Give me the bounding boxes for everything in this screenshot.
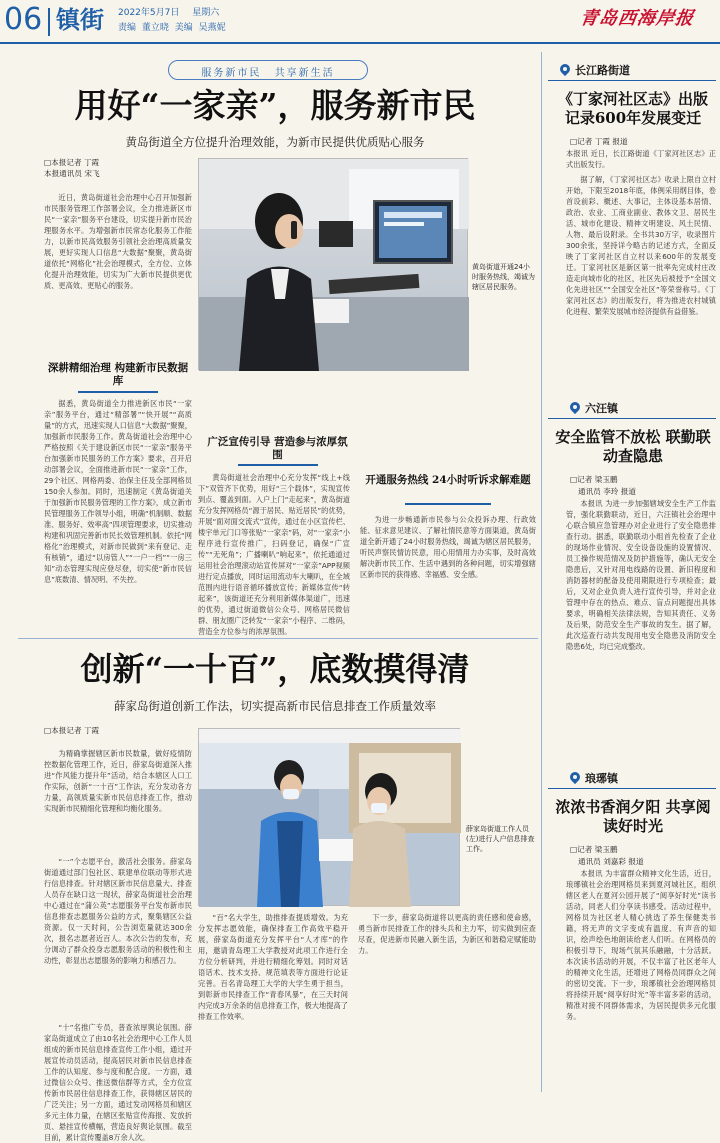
sidebar-3-byline-2: 通讯员 刘嘉彩 报道 xyxy=(578,857,644,866)
page-header xyxy=(0,0,720,44)
second-paragraph-4: “百”名大学生，助推排查提质增效。为充分发挥志愿效能，确保排查工作高效平稳开展，薛家岛街道充分发挥平台“人才库”的作用，邀请青岛理工大学教授对此项工作进行全方位分析研判，并进行精细化筹划。同时对话语话术、技术支持、规范填表等方面进行论证完善。百名青岛理工大学的大学生勇于担当，到彰新市民排查工作“青春风暴”，在三天时间内完成3万余条的信息排查工作，极大地提高了排查工作效率。 xyxy=(198,913,348,1021)
sidebar-1-byline-1: □记者 丁霞 报道 xyxy=(570,137,628,146)
sidebar-1-head-text: 长江路街道 xyxy=(575,64,630,77)
lead-byline-1: □本报记者 丁霞 xyxy=(44,158,100,167)
second-caption-text: 薛家岛街道工作人员(左)进行人户信息排查工作。 xyxy=(466,825,535,853)
lead-heading-2 xyxy=(205,436,350,462)
sidebar-1-body: 据了解，《丁家河社区志》收录上限自立村开始，下限至2018年底，体例采用纲目体，卷首设前彩、概述、大事记，主体设基本居情、政治、农业、工商业副业、教体文卫、居民生活、城市化建设、精神文明建设、风土民情、人物、最后设附录。全书共30万字，收录图片300余张，坚持详今略古的记述方式，全面反映了丁家河社区自立村以来600年的发展变迁。丁家河社区是新区第一批率先完成村庄改造走向城市化的社区，社区先后被授予“全国文化先进社区”“全国安全社区”等荣誉称号。《丁家河社区志》的出版发行，将为推进农村城镇化进程、繁荣发展城市经济提供有益借鉴。 xyxy=(566,175,716,316)
story-separator xyxy=(18,638,538,639)
lead-heading-1 xyxy=(44,362,192,388)
editor-line: 责编 董立晓 美编 吴燕妮 xyxy=(118,23,226,33)
lead-heading-2-text: 广泛宣传引导 营造参与浓厚氛围 xyxy=(207,436,348,461)
sidebar-2-head-text: 六汪镇 xyxy=(585,402,618,415)
sidebar-2-title: 安全监管不放松 联勤联动查隐患 xyxy=(555,428,711,465)
second-photo xyxy=(198,728,460,906)
second-paragraph-5: 下一步，薛家岛街道将以更高的责任感和使命感，勇当新市民排查工作的排头兵和主力军，切实做到应查尽查，促进新市民融入新生活，为新区和谐稳定赋能助力。 xyxy=(358,913,536,955)
date-text: 2022年5月7日 xyxy=(118,8,180,18)
second-byline: □本报记者 丁霞 xyxy=(44,726,100,735)
lead-paragraph-3: 黄岛街道社会治理中心充分发挥“线上+线下”双管齐下优势，用好“三个载体”，实现宣传到点、覆盖到面。入户上门“走起来”，黄岛街道充分发挥网格员“源于居民、贴近居民”的优势，开展“面对面交流式”宣传，通过在小区宣传栏、楼宇单元门口等张贴“一家亲”码，对“一家亲”小程序进行宣传推广，扫码登记，确保“广宣传”“无死角”；广播喇叭“响起来”，依托通道过运用社会治理滚动站宣传屏对“一家亲”APP视频进行定点播放，同时运用流动车大喇叭，在全域范围内进行语音循环播放宣传；新媒体宣传“转起来”，该街道还充分利用新媒体渠道广，迅速的优势，通过街道微信公众号、网格居民微信群、朋友圈广泛转发“一家亲”小程序、二维码，营造全方位参与的浓厚氛围。 xyxy=(198,473,350,636)
lead-paragraph-2: 据悉，黄岛街道全力推进新区市民“一家亲”服务平台，通过“精部署”“快开展”“高质量”的方式，迅速实现人口信息“大数据”聚聚，加强新市民服务工作。黄岛街道社会治理中心严格按照《关于建设新区市民“一家亲”服务平台加强新市民服务的工作方案》要求，召开启动部署会议，全面推进新市民“一家亲”工作，29个社区、网格两委、治保主任及全部网格员150余人参加。同时，迅速制定《黄岛街道关于加强新市民服务管理的工作方案》，成立新市民管理服务工作领导小组，明确“机制顺、数据准、服务好、效率高”四项管理要求，切实推动构建和巩固完善新市民长效管理机制。依托“网格化”治理模式，对新市民做到“来有登记、走有核销”，通过“以房管人”“一户一档”“一房三知”动态管理实现应登尽登，切实使“新市民信息”底数清、情况明、不失控。 xyxy=(44,399,192,584)
lead-heading-3 xyxy=(360,474,536,487)
sidebar-1-header xyxy=(560,62,630,78)
lead-heading-3-text: 开通服务热线 24小时听诉求解难题 xyxy=(365,474,531,486)
kicker-text: 服务新市民 共享新生活 xyxy=(201,68,335,79)
sidebar-1-rule xyxy=(548,80,716,81)
sidebar-2-byline-2: 通讯员 李玲 报道 xyxy=(578,487,636,496)
sidebar-1-title: 《丁家河社区志》出版 记录600年发展变迁 xyxy=(557,90,708,127)
location-pin-icon xyxy=(570,402,580,415)
lead-paragraph-4: 为进一步畅通新市民参与公众投诉办理、行政效能、征求意见建议、了解社情民意等方面渠道，黄岛街道全新开通了24小时服务热线，竭诚为辖区居民服务，听民声察民情访民意，用心用情用力办实事，及时高效解决新市民工作、生活中遇到的各种问题，切实增强辖区新市民的获得感、幸福感、安全感。 xyxy=(360,515,536,579)
second-paragraph-3: “十”名推广专员，普查浓厚舆论氛围。薛家岛街道成立了由10名社会治理中心工作人员组成的新市民信息排查宣传工作小组，通过开展宣传动员活动，提高居民对新市民信息排查工作的认知度、参与度和配合度。一方面，通过微信公众号、推送微信群等方式，全方位宣传新市民居住信息排查工作，获得辖区居民的广泛关注；另一方面，通过发动网格员和辖区多元主体力量，在辖区张贴宣传海报、发放折页、悬挂宣传横幅，营造良好舆论氛围。截至目前，累计宣传覆盖8万余人次。 xyxy=(44,1023,192,1142)
lead-caption-text: 黄岛街道开通24小时服务热线，竭诚为辖区居民服务。 xyxy=(472,263,535,291)
heading-underline-2 xyxy=(238,464,318,466)
section-name: 镇街 xyxy=(56,6,104,34)
sidebar-1-byline-2: 本报讯 近日，长江路街道《丁家河社区志》正式出版发行。 xyxy=(566,149,716,169)
sidebar-2-rule xyxy=(548,418,716,419)
sidebar-2-byline-1: □记者 梁玉鹏 xyxy=(570,475,618,484)
second-photo-illustration xyxy=(199,729,461,907)
lead-heading-1-text: 深耕精细治理 构建新市民数据库 xyxy=(47,362,189,387)
sidebar-3-byline-1: □记者 梁玉鹏 xyxy=(570,845,618,854)
sidebar-2-header xyxy=(570,400,618,416)
second-title: 创新“一十百”，底数摸得清 xyxy=(80,650,470,688)
lead-byline-2: 本报通讯员 宋飞 xyxy=(44,169,100,178)
lead-byline xyxy=(44,157,100,179)
lead-subtitle: 黄岛街道全方位提升治理效能，为新市民提供优质贴心服务 xyxy=(125,135,425,149)
location-pin-icon xyxy=(560,64,570,77)
sidebar-3-rule xyxy=(548,788,716,789)
lead-title: 用好“一家亲”，服务新市民 xyxy=(74,86,476,125)
sidebar-3-title: 浓浓书香润夕阳 共享阅读好时光 xyxy=(555,798,711,835)
section-divider xyxy=(48,8,50,36)
heading-underline-1 xyxy=(78,391,158,393)
second-photo-caption xyxy=(466,824,536,894)
page-number: 06 xyxy=(4,2,43,37)
lead-photo xyxy=(198,158,468,370)
heading-underline-3 xyxy=(405,503,491,505)
second-subtitle: 薛家岛街道创新工作法，切实提高新市民信息排查工作质量效率 xyxy=(114,699,436,713)
sidebar-3-header xyxy=(570,770,618,786)
header-date xyxy=(118,7,219,19)
sidebar-2-body: 本报讯 为进一步加强辖域安全生产工作监管，强化联勤联动，近日，六汪镇社会治理中心联合镇应急管理办对企业进行了安全隐患排查行动。据悉，联勤联动小组首先检查了企业的现场作业情况、安全设备设施的设置情况、员工操作规范情况及防护措施等，确认无安全隐患后，又针对用电线路的设置、新旧程度和消防器材的配备及使用期限进行专项检查；最后，又对企业负责人进行宣传引导，并对企业管理中存在的热点、难点、盲点问题提出具体要求，明确相关法律法规，告知其责任、义务及后果，防范安全生产事故的发生。据了解，此次巡查行动共发现用电安全隐患及消防安全隐患6处，均已完成整改。 xyxy=(566,499,716,651)
sidebar-3-body: 本报讯 为丰富群众精神文化生活，近日，琅琊镇社会治理网格员来到夏河城社区，组织辖区老人在夏河公园开展了“阅享好时光”读书活动，同老人们分享读书感受。活动过程中，网格员为社区老人精心挑选了养生保健类书籍，将无声的文字变成有温度、有声音的知识，绘声绘色地朗读给老人们听。在网格员的积极引导下，现场气氛其乐融融，十分活跃。本次读书活动的开展，不仅丰富了社区老年人的精神文化生活，还增进了网格员同群众之间的密切交流。下一步，琅琊镇社会治理网格员将持续开展“阅享好时光”等丰富多彩的活动，精准对接不同群体需求，为居民提供多元化服务。 xyxy=(566,869,716,1021)
weekday-text: 星期六 xyxy=(192,8,220,18)
brand-logo: 青岛西海岸报 xyxy=(578,8,696,29)
location-pin-icon xyxy=(570,772,580,785)
sidebar-3-head-text: 琅琊镇 xyxy=(585,772,618,785)
second-paragraph-2: “一”个志愿平台，激活社会服务。薛家岛街道通过部门包社区、联建单位联动等形式进行信息排查。针对辖区新市民信息量大、排查人员存在缺口这一现状，薛家岛街道社会治理中心通过在“蒲公英”志愿服务平台发布新市民信息排查志愿服务公益的方式，聚集辖区公益资源。仅一天时间，公告浏览量就达300余次，报名志愿者近百人。本次公告的发布，充分调动了群众投身志愿服务活动的积极性和主动性，彰显出志愿服务的影响力和感召力。 xyxy=(44,857,192,965)
column-divider xyxy=(541,52,542,1092)
lead-photo-caption xyxy=(472,262,536,332)
lead-photo-illustration xyxy=(199,159,469,371)
lead-kicker xyxy=(168,60,368,80)
lead-paragraph-1: 近日，黄岛街道社会治理中心召开加强新市民服务管理工作部署会议，全力推进新区市民“一家亲”服务平台建设，切实提升新市民治理服务水平。为增强新市民常态化服务工作能力，以新市民高效服务引领社会治理高质量发展，更好实现人口信息“大数据”聚聚，黄岛街道依托“网格化”社会治理模式，全方位、立体化提升治理效能，切实为广大新市民提供更优质、更高效、更贴心的服务。 xyxy=(44,193,192,290)
second-paragraph-1: 为精确掌握辖区新市民数量，做好疫情防控数据化管理工作，近日，薛家岛街道深入推进“作风能力提升年”活动，结合本辖区人口工作实际，创新“一十百”工作法，充分发动各方力量，高领质量实新市民信息排查工作，推动实现新市民精细化管理和均衡化服务。 xyxy=(44,749,192,813)
